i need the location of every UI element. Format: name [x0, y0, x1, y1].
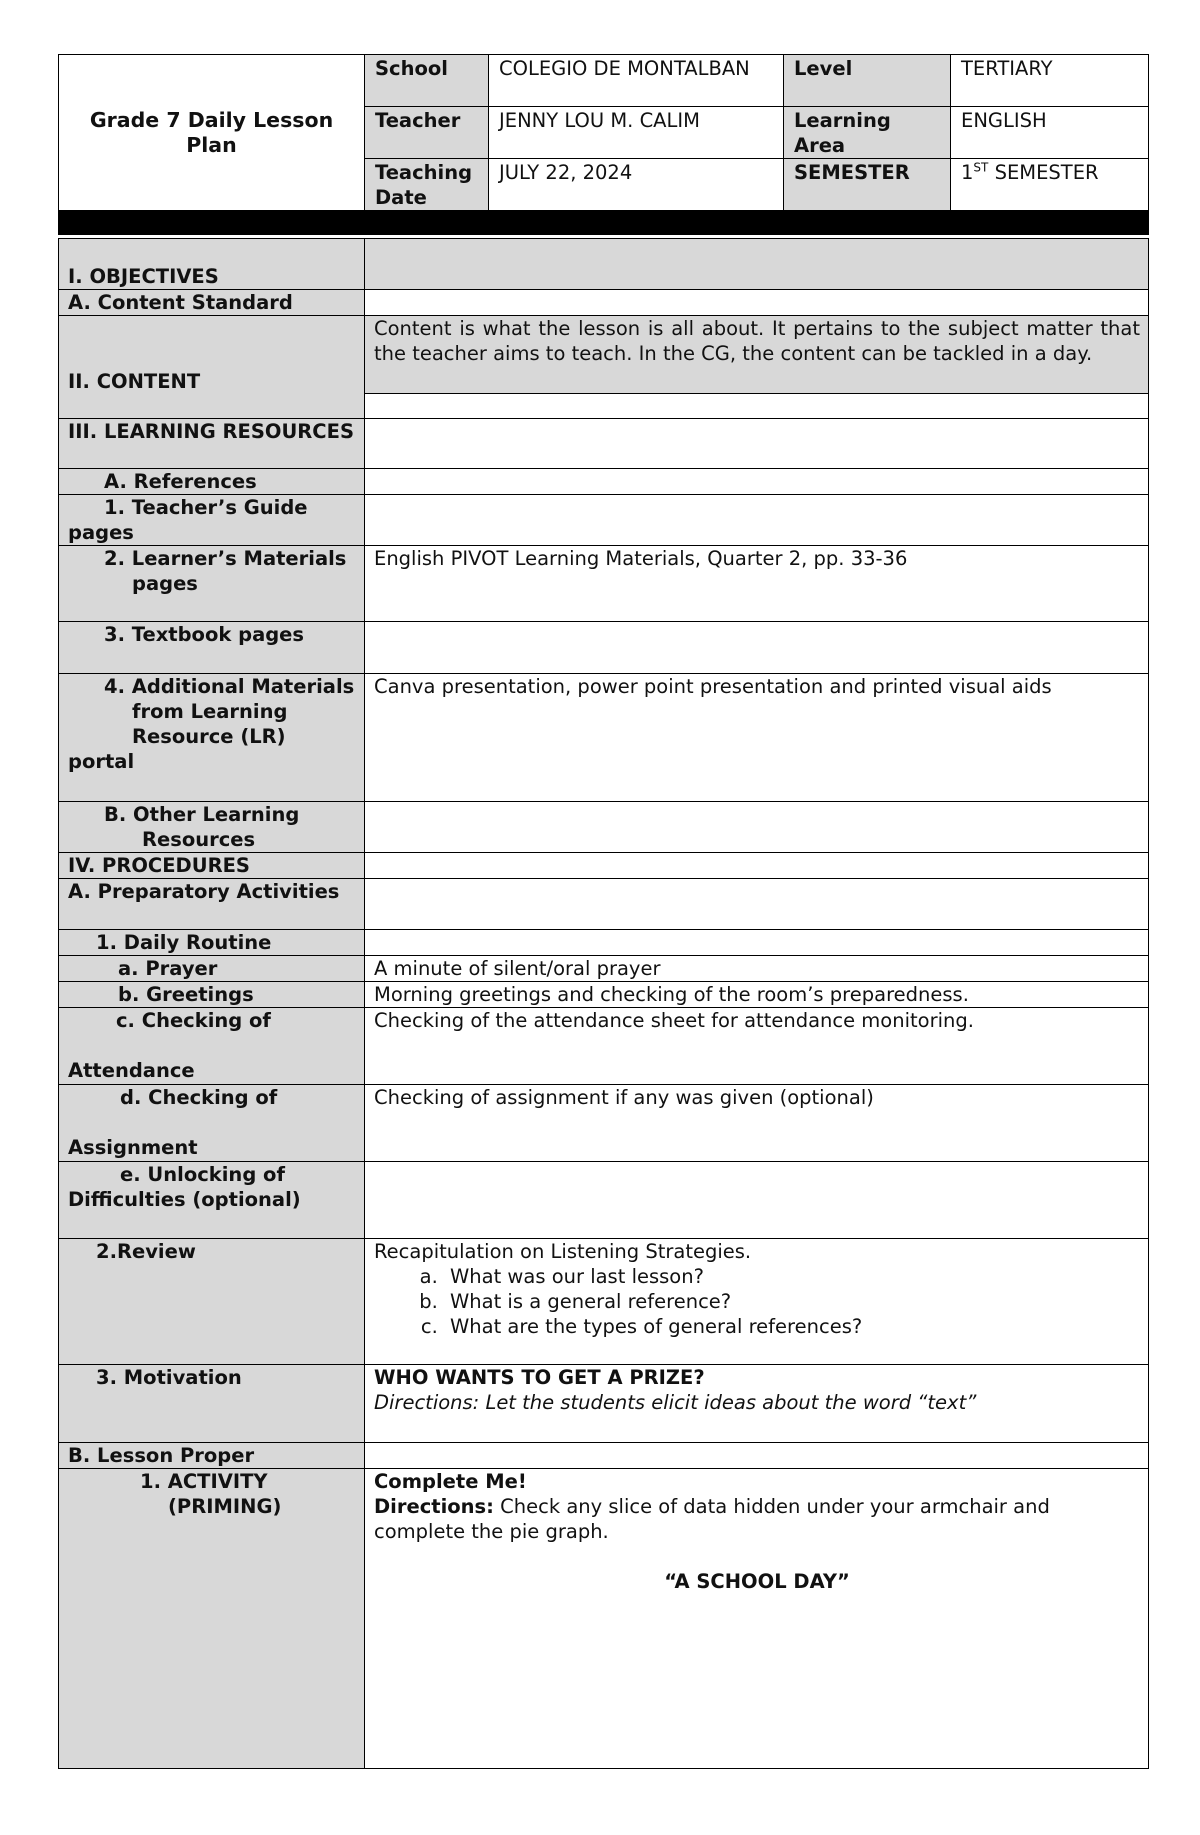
motivation-label: 3. Motivation: [96, 1366, 242, 1389]
textbook-pages-cell: [365, 622, 1149, 674]
teachers-guide-label: 1. Teacher’s Guide pages: [68, 496, 308, 544]
semester-label: SEMESTER: [784, 159, 951, 211]
learners-materials-text: English PIVOT Learning Materials, Quarter 2, pp. 33-36: [365, 546, 1149, 622]
activity-heading: [59, 1469, 365, 1769]
motivation-cell: [365, 1365, 1149, 1443]
assignment-label: d. Checking of: [120, 1086, 278, 1109]
unlocking-label: e. Unlocking of: [120, 1163, 285, 1186]
activity-label: 1. ACTIVITY: [140, 1470, 268, 1493]
greetings-label: b. Greetings: [118, 983, 254, 1006]
textbook-pages-label: 3. Textbook pages: [104, 623, 305, 646]
additional-materials-line4: portal: [68, 750, 135, 773]
references-label: A. References: [104, 470, 257, 493]
other-resources-cell: [365, 802, 1149, 853]
prayer-label: a. Prayer: [118, 957, 218, 980]
lesson-plan-title: Grade 7 Daily Lesson Plan: [59, 55, 365, 211]
additional-materials-text: Canva presentation, power point presentation and printed visual aids: [365, 674, 1149, 802]
content-heading: II. CONTENT: [59, 316, 365, 419]
lesson-proper-cell: [365, 1443, 1149, 1469]
content-standard-cell: [365, 290, 1149, 316]
teacher-value: JENNY LOU M. CALIM: [489, 107, 784, 159]
attendance-heading: [59, 1008, 365, 1085]
review-label: 2.Review: [96, 1240, 196, 1263]
review-text: Recapitulation on Listening Strategies.: [374, 1240, 752, 1263]
level-label: Level: [784, 55, 951, 107]
objectives-cell: [365, 239, 1149, 290]
motivation-heading: [59, 1365, 365, 1443]
learners-materials-pages-label: pages: [132, 572, 198, 595]
greetings-heading: [59, 982, 365, 1008]
school-label: School: [365, 55, 489, 107]
content-text: Content is what the lesson is all about. It pertains to the subject matter that the teacher aims to teach. In the CG, the content can be tackled in a day.: [365, 316, 1149, 394]
activity-priming-label: (PRIMING): [168, 1495, 282, 1518]
level-value: TERTIARY: [951, 55, 1149, 107]
review-list: [374, 1264, 1140, 1339]
references-heading: [59, 469, 365, 495]
references-cell: [365, 469, 1149, 495]
assignment-text: Checking of assignment if any was given (optional): [365, 1085, 1149, 1162]
activity-directions: [374, 1494, 1140, 1544]
daily-routine-label: 1. Daily Routine: [96, 931, 272, 954]
activity-title: Complete Me!: [374, 1470, 527, 1493]
teaching-date-label: Teaching Date: [365, 159, 489, 211]
teachers-guide-cell: [365, 495, 1149, 546]
preparatory-cell: [365, 879, 1149, 930]
attendance-line2: Attendance: [68, 1059, 195, 1082]
additional-materials-heading: [59, 674, 365, 802]
teacher-label: Teacher: [365, 107, 489, 159]
other-resources-label: B. Other Learning: [104, 803, 300, 826]
additional-materials-line2: from Learning: [132, 700, 288, 723]
learning-area-label: Learning Area: [784, 107, 951, 159]
semester-superscript: ST: [973, 160, 989, 175]
activity-cell: [365, 1469, 1149, 1769]
lesson-plan-table: [58, 238, 1149, 1769]
learning-resources-heading: III. LEARNING RESOURCES: [59, 419, 365, 469]
lesson-proper-heading: B. Lesson Proper: [59, 1443, 365, 1469]
daily-routine-cell: [365, 930, 1149, 956]
semester-number: 1: [961, 161, 974, 184]
semester-text: SEMESTER: [988, 161, 1099, 184]
activity-directions-label: Directions:: [374, 1495, 494, 1518]
unlocking-line2: Difficulties (optional): [68, 1188, 301, 1211]
prayer-text: A minute of silent/oral prayer: [365, 956, 1149, 982]
review-heading: [59, 1239, 365, 1365]
objectives-heading: I. OBJECTIVES: [59, 239, 365, 290]
activity-directions-text: Check any slice of data hidden under your armchair and complete the pie graph.: [374, 1495, 1050, 1543]
black-divider-bar: [59, 211, 1149, 235]
unlocking-heading: [59, 1162, 365, 1239]
teaching-date-value: JULY 22, 2024: [489, 159, 784, 211]
semester-value: [951, 159, 1149, 211]
procedures-heading: IV. PROCEDURES: [59, 853, 365, 879]
other-resources-line2: Resources: [142, 828, 256, 851]
attendance-label: c. Checking of: [116, 1009, 271, 1032]
unlocking-cell: [365, 1162, 1149, 1239]
school-value: COLEGIO DE MONTALBAN: [489, 55, 784, 107]
learning-area-value: ENGLISH: [951, 107, 1149, 159]
review-cell: [365, 1239, 1149, 1365]
additional-materials-label: 4. Additional Materials: [104, 675, 355, 698]
procedures-cell: [365, 853, 1149, 879]
teachers-guide-heading: [59, 495, 365, 546]
content-standard-heading: A. Content Standard: [59, 290, 365, 316]
content-blank-cell: [365, 394, 1149, 419]
greetings-text: Morning greetings and checking of the room’s preparedness.: [365, 982, 1149, 1008]
additional-materials-line3: Resource (LR): [132, 725, 286, 748]
assignment-line2: Assignment: [68, 1136, 198, 1159]
review-item: a. What was our last lesson?: [444, 1264, 1140, 1289]
header-table: [58, 54, 1149, 235]
textbook-pages-heading: [59, 622, 365, 674]
review-item: c. What are the types of general references?: [444, 1314, 1140, 1339]
learning-resources-cell: [365, 419, 1149, 469]
other-resources-heading: [59, 802, 365, 853]
motivation-title: WHO WANTS TO GET A PRIZE?: [374, 1366, 705, 1389]
review-item: b. What is a general reference?: [444, 1289, 1140, 1314]
learners-materials-label: 2. Learner’s Materials: [104, 547, 347, 570]
daily-routine-heading: [59, 930, 365, 956]
activity-subtitle: “A SCHOOL DAY”: [664, 1570, 850, 1593]
learners-materials-heading: [59, 546, 365, 622]
preparatory-heading: A. Preparatory Activities: [59, 879, 365, 930]
motivation-directions: Directions: Let the students elicit ideas about the word “text”: [374, 1391, 977, 1414]
prayer-heading: [59, 956, 365, 982]
attendance-text: Checking of the attendance sheet for attendance monitoring.: [365, 1008, 1149, 1085]
assignment-heading: [59, 1085, 365, 1162]
